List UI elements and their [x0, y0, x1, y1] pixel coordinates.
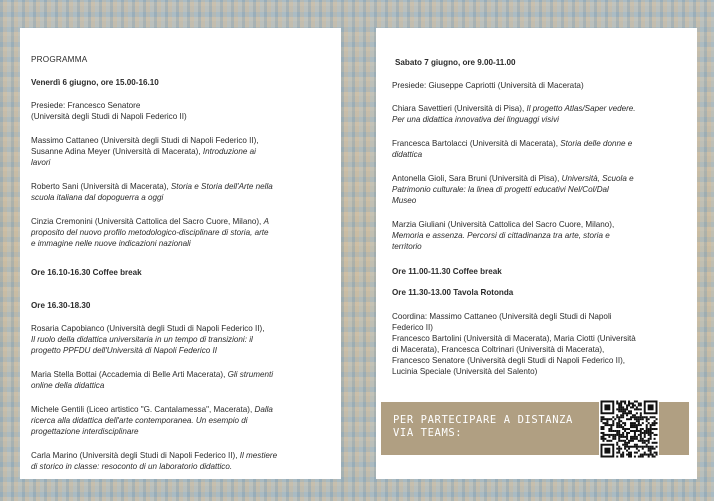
participant-line: Francesco Bartolini (Università di Macerata), Maria Ciotti (Università	[392, 334, 636, 343]
round-table-participants	[392, 311, 689, 377]
talk-title: didattica	[392, 150, 423, 159]
talk-sani	[31, 181, 331, 203]
teams-line-2: VIA TEAMS:	[393, 427, 463, 439]
talk-giuliani	[392, 219, 689, 252]
talk-gioli-bruni	[392, 173, 689, 206]
talk-title: ricerca alla didattica dell'arte contemporanea. Un esempio di	[31, 416, 248, 425]
program-heading: PROGRAMMA	[31, 55, 88, 64]
talk-speaker: Rosaria Capobianco (Università degli Studi di Napoli Federico II),	[31, 324, 265, 333]
participant-line: Lucinia Speciale (Università del Salento)	[392, 367, 538, 376]
talk-marino	[31, 450, 331, 472]
talk-speaker: Carla Marino (Università degli Studi di Napoli Federico II),	[31, 451, 240, 460]
talk-speaker: Cinzia Cremonini (Università Cattolica del Sacro Cuore, Milano),	[31, 217, 264, 226]
talk-title: Il mestiere	[239, 451, 278, 460]
talk-title: progetto PPFDU dell'Università di Napoli Federico II	[31, 346, 217, 355]
talk-title: A	[263, 217, 269, 226]
talk-title: e immagine nelle nuove indicazioni nazionali	[31, 239, 191, 248]
talk-title: Gli strumenti	[227, 370, 274, 379]
day1-chair	[31, 100, 331, 122]
participant-line: di Macerata), Francesca Coltrinari (Università di Macerata),	[392, 345, 605, 354]
teams-banner-text	[393, 414, 573, 440]
talk-title: Il progetto Atlas/Saper vedere.	[526, 104, 636, 113]
talk-title: Per una didattica innovativa dei linguaggi visivi	[392, 115, 559, 124]
talk-title: Patrimonio culturale: la linea di progetti educativi Nel/Col/Dal	[392, 185, 609, 194]
chair-affiliation: (Università degli Studi di Napoli Federico II)	[31, 112, 187, 121]
talk-title: lavori	[31, 158, 51, 167]
left-program-panel	[20, 28, 341, 479]
talk-capobianco	[31, 323, 331, 356]
talk-speaker: Susanne Adina Meyer (Università di Macerata),	[31, 147, 203, 156]
talk-title: online della didattica	[31, 381, 105, 390]
talk-title: Museo	[392, 196, 417, 205]
talk-title: scuola italiana dal dopoguerra a oggi	[31, 193, 164, 202]
day1-heading: Venerdì 6 giugno, ore 15.00-16.10	[31, 78, 159, 87]
coffee-break-1: Ore 16.10-16.30 Coffee break	[31, 268, 142, 277]
teams-banner	[381, 402, 689, 455]
talk-bottai	[31, 369, 331, 391]
talk-title: Storia e Storia dell'Arte nella	[170, 182, 273, 191]
chair-line: Presiede: Francesco Senatore	[31, 101, 141, 110]
talk-title: Introduzione ai	[202, 147, 256, 156]
talk-title: Dalla	[254, 405, 273, 414]
talk-cremonini	[31, 216, 331, 249]
talk-title: di storico in classe: resoconto di un laboratorio didattico.	[31, 462, 233, 471]
talk-title: Memoria e assenza. Percorsi di cittadinanza tra arte, storia e	[392, 231, 610, 240]
talk-bartolacci	[392, 138, 689, 160]
talk-speaker: Francesca Bartolacci (Università di Macerata),	[392, 139, 561, 148]
talk-speaker: Maria Stella Bottai (Accademia di Belle Arti Macerata),	[31, 370, 228, 379]
talk-speaker: Antonella Gioli, Sara Bruni (Università di Pisa),	[392, 174, 562, 183]
participant-line: Federico II)	[392, 323, 433, 332]
talk-title: Il ruolo della didattica universitaria in un tempo di transizioni: il	[31, 335, 253, 344]
talk-speaker: Chiara Savettieri (Università di Pisa),	[392, 104, 527, 113]
qr-code-graphic	[599, 399, 659, 458]
round-table-heading: Ore 11.30-13.00 Tavola Rotonda	[392, 288, 514, 297]
talk-title: Università, Scuola e	[561, 174, 634, 183]
talk-title: Storia delle donne e	[560, 139, 633, 148]
teams-line-1: PER PARTECIPARE A DISTANZA	[393, 414, 573, 426]
talk-speaker: Roberto Sani (Università di Macerata),	[31, 182, 171, 191]
day2-heading: Sabato 7 giugno, ore 9.00-11.00	[395, 58, 516, 67]
talk-speaker: Marzia Giuliani (Università Cattolica del Sacro Cuore, Milano),	[392, 220, 615, 229]
qr-code-icon[interactable]	[599, 399, 659, 458]
session2-heading: Ore 16.30-18.30	[31, 301, 91, 310]
talk-title: territorio	[392, 242, 422, 251]
coffee-break-2: Ore 11.00-11.30 Coffee break	[392, 267, 502, 276]
talk-title: progettazione interdisciplinare	[31, 427, 139, 436]
participant-line: Francesco Senatore (Università degli Studi di Napoli Federico II),	[392, 356, 626, 365]
talk-line: Massimo Cattaneo (Università degli Studi di Napoli Federico II),	[31, 136, 259, 145]
talk-speaker: Michele Gentili (Liceo artistico "G. Cantalamessa", Macerata),	[31, 405, 255, 414]
talk-gentili	[31, 404, 331, 437]
talk-title: proposito del nuovo profilo metodologico-disciplinare di storia, arte	[31, 228, 269, 237]
day2-chair: Presiede: Giuseppe Capriotti (Università di Macerata)	[392, 81, 584, 90]
talk-cattaneo-meyer	[31, 135, 331, 168]
talk-savettieri	[392, 103, 689, 125]
participant-line: Coordina: Massimo Cattaneo (Università degli Studi di Napoli	[392, 312, 612, 321]
